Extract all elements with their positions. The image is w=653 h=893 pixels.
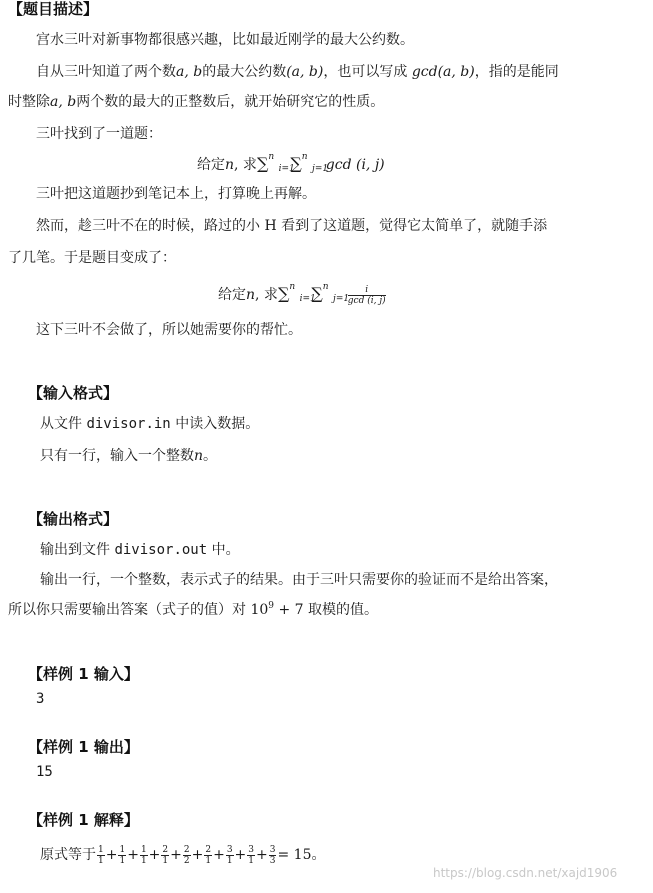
fraction-numerator: 3 <box>269 844 276 855</box>
fraction <box>161 845 169 866</box>
sample-explain-formula <box>40 842 325 868</box>
output-filename: divisor.out <box>114 542 208 558</box>
fraction-denominator: 1 <box>140 855 147 866</box>
sum-lower: i=1 <box>278 164 295 174</box>
fraction-numerator: 2 <box>183 844 190 855</box>
fraction <box>247 845 255 866</box>
description-paragraph-5: 然而，趁三叶不在的时候，路过的小 H 看到了这道题，觉得它太简单了，就随手添 <box>36 218 548 234</box>
sample-input-value: 3 <box>36 691 45 707</box>
sum-lower: j=1 <box>333 294 350 304</box>
text: 所以你只需要输出答案（式子的值）对 <box>8 602 251 618</box>
math-gcd-ij: gcd (i, j) <box>325 157 385 173</box>
plus-sign: + <box>256 847 268 863</box>
sum-upper: n <box>289 282 296 292</box>
input-line-1 <box>40 414 259 434</box>
plus-sign: + <box>191 847 204 863</box>
description-paragraph-2-cont <box>8 92 384 112</box>
sum-upper: n <box>301 152 308 162</box>
sigma-symbol: ∑ <box>256 154 269 173</box>
fraction-denominator: 1 <box>98 855 104 866</box>
mod-base: 10 <box>250 602 269 618</box>
formula-original <box>197 152 385 177</box>
text: 的最大公约数 <box>202 64 287 80</box>
description-paragraph-4: 三叶把这道题抄到笔记本上，打算晚上再解。 <box>36 186 316 202</box>
math-ab: a, b <box>176 64 203 80</box>
text: , 求 <box>234 157 257 173</box>
description-paragraph-6: 这下三叶不会做了，所以她需要你的帮忙。 <box>36 322 302 338</box>
text: 从文件 <box>40 416 87 432</box>
sigma-symbol: ∑ <box>290 154 302 173</box>
fraction-denominator: 1 <box>248 855 255 866</box>
fraction <box>183 845 191 866</box>
plus-sign: + <box>105 847 118 863</box>
fraction-numerator: 3 <box>248 844 255 855</box>
fraction-numerator: 1 <box>98 844 104 855</box>
text: 时整除 <box>8 94 50 110</box>
math-gcd-ab: gcd(a, b) <box>411 64 475 80</box>
fraction <box>140 845 148 866</box>
text: 给定 <box>218 287 246 303</box>
mod-rest: + 7 <box>274 602 304 618</box>
text: 中。 <box>207 542 240 558</box>
fraction <box>269 845 277 866</box>
input-line-2 <box>40 446 217 466</box>
fraction-numerator: i <box>348 285 386 296</box>
mod-exponent: 9 <box>268 601 275 611</box>
text: 两个数的最大的正整数后，就开始研究它的性质。 <box>76 94 385 110</box>
description-paragraph-5-cont: 了几笔。于是题目变成了： <box>8 250 176 266</box>
text: 中读入数据。 <box>170 416 260 432</box>
description-paragraph-1: 宫水三叶对新事物都很感兴趣，比如最近刚学的最大公约数。 <box>36 32 414 48</box>
fraction-numerator: 3 <box>226 844 233 855</box>
text: 原式等于 <box>40 847 96 863</box>
math-pair-ab: (a, b) <box>286 64 324 80</box>
fraction-denominator: 1 <box>226 855 233 866</box>
text: 只有一行，输入一个整数 <box>40 448 194 464</box>
text: 输出到文件 <box>40 542 115 558</box>
sum-upper: n <box>268 152 275 162</box>
output-line-3 <box>8 600 378 622</box>
output-line-2: 输出一行，一个整数，表示式子的结果。由于三叶只需要你的验证而不是给出答案， <box>40 572 558 588</box>
plus-sign: + <box>127 847 139 863</box>
sum-lower: i=1 <box>299 294 316 304</box>
text: ，指的是能同 <box>474 64 559 80</box>
output-line-1 <box>40 540 240 560</box>
text: 取模的值。 <box>303 602 379 618</box>
text: 自从三叶知道了两个数 <box>36 64 176 80</box>
text: 。 <box>203 448 218 464</box>
equals-result: = 15。 <box>277 847 326 863</box>
section-header-description: 【题目描述】 <box>8 0 99 18</box>
plus-sign: + <box>148 847 161 863</box>
sigma-symbol: ∑ <box>277 284 290 303</box>
section-header-sample-input: 【样例 1 输入】 <box>28 665 139 683</box>
plus-sign: + <box>213 847 225 863</box>
fraction-denominator: 1 <box>119 855 126 866</box>
text: ，也可以写成 <box>323 64 412 80</box>
fraction-numerator: 1 <box>140 844 147 855</box>
section-header-output: 【输出格式】 <box>28 510 119 528</box>
watermark: https://blog.csdn.net/xajd1906 <box>433 866 618 880</box>
sum-upper: n <box>322 282 329 292</box>
plus-sign: + <box>170 847 182 863</box>
fraction-list <box>96 844 277 866</box>
fraction-denominator: 1 <box>162 855 169 866</box>
sum-lower: j=1 <box>312 164 329 174</box>
math-n: n <box>246 287 256 303</box>
text: , 求 <box>255 287 278 303</box>
section-header-sample-output: 【样例 1 输出】 <box>28 738 139 756</box>
formula-modified <box>218 280 387 309</box>
fraction <box>97 845 105 866</box>
description-paragraph-3: 三叶找到了一道题： <box>36 126 162 142</box>
fraction-numerator: 1 <box>119 844 126 855</box>
section-header-sample-explain: 【样例 1 解释】 <box>28 811 139 829</box>
section-header-input: 【输入格式】 <box>28 384 119 402</box>
fraction-denominator: gcd (i, j) <box>347 295 386 306</box>
sigma-symbol: ∑ <box>311 284 323 303</box>
fraction-numerator: 2 <box>205 844 212 855</box>
plus-sign: + <box>234 847 247 863</box>
math-n: n <box>194 448 204 464</box>
description-paragraph-2 <box>36 62 559 82</box>
math-n: n <box>225 157 235 173</box>
math-ab: a, b <box>50 94 77 110</box>
sample-output-value: 15 <box>36 764 53 780</box>
fraction <box>118 845 126 866</box>
fraction <box>204 845 212 866</box>
fraction <box>226 845 234 866</box>
fraction-denominator: 3 <box>269 855 276 866</box>
input-filename: divisor.in <box>86 416 171 432</box>
text: 给定 <box>197 157 225 173</box>
fraction-numerator: 2 <box>162 844 169 855</box>
fraction-denominator: 1 <box>205 855 212 866</box>
fraction <box>348 285 386 306</box>
fraction-denominator: 2 <box>183 855 190 866</box>
